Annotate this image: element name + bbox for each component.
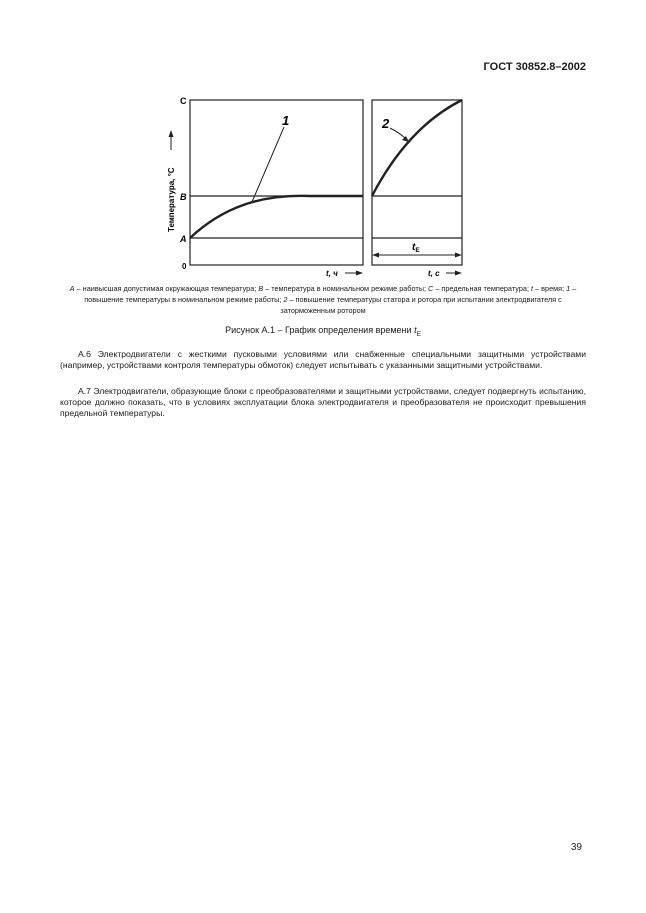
curve-1-label: 1	[282, 113, 290, 128]
curve-2-leader	[390, 128, 406, 139]
y-axis-label: Температура, °С	[167, 167, 176, 232]
legend-a-sym: А	[69, 284, 75, 293]
legend-b-text: – температура в номинальном режиме работы;	[263, 284, 429, 293]
x-axis-right-arrowhead	[455, 271, 462, 276]
x-axis-left-arrowhead	[356, 271, 363, 276]
curve-2	[372, 100, 462, 196]
legend-1-text: – повышение температуры в номинальном режиме работы;	[84, 284, 577, 304]
legend-c-sym: С	[428, 284, 434, 293]
caption-sym: t	[414, 325, 417, 335]
curve-1	[190, 196, 363, 238]
legend-a-text: – наивысшая допустимая окружающая температура;	[74, 284, 259, 293]
left-plot-frame	[190, 100, 363, 265]
legend-c-text: – предельная температура;	[433, 284, 531, 293]
label-zero: 0	[182, 262, 187, 271]
figure-caption	[60, 325, 586, 338]
legend-b-sym: В	[258, 284, 264, 293]
figure-legend	[60, 283, 586, 316]
curve-1-leader	[252, 127, 284, 202]
legend-t-sym: t	[531, 284, 534, 293]
page-number: 39	[570, 842, 582, 853]
caption-sub: E	[416, 330, 421, 338]
te-arrowhead-left	[372, 253, 379, 258]
paragraph-a6: А.6 Электродвигатели с жесткими пусковыми условиями или снабженные специальными защитными устройствами (например, устройствами контроля температуры обмоток) следует испытывать с указанными защитными устройствами.	[60, 349, 586, 370]
y-axis-arrowhead	[169, 130, 174, 137]
te-arrowhead-right	[455, 253, 462, 258]
label-b: В	[180, 192, 187, 202]
label-a: А	[180, 234, 187, 244]
x-axis-left-label: t, ч	[326, 269, 338, 278]
te-label	[412, 242, 420, 254]
legend-2-text: – повышение температуры статора и ротора при испытании электродвигателя с заторможенным ротором	[280, 295, 562, 315]
legend-t-text: – время;	[533, 284, 567, 293]
legend-2-sym: 2	[283, 295, 288, 304]
x-axis-right-label: t, с	[428, 269, 440, 278]
temperature-time-figure	[160, 90, 480, 282]
paragraph-a7: А.7 Электродвигатели, образующие блоки с преобразователями и защитными устройствами, следует подвергнуть испытанию, которое должно показать, что в условиях эксплуатации блока электродвигателя и преобразователя не происходит превышения предельной температуры.	[60, 386, 586, 418]
caption-text: Рисунок А.1 – График определения времени	[225, 325, 415, 335]
te-label-t: t	[412, 242, 416, 253]
legend-1-sym: 1	[566, 284, 571, 293]
curve-2-label: 2	[382, 116, 390, 131]
document-header: ГОСТ 30852.8–2002	[483, 61, 586, 73]
label-c: С	[180, 96, 187, 106]
te-label-sub: E	[415, 247, 420, 254]
